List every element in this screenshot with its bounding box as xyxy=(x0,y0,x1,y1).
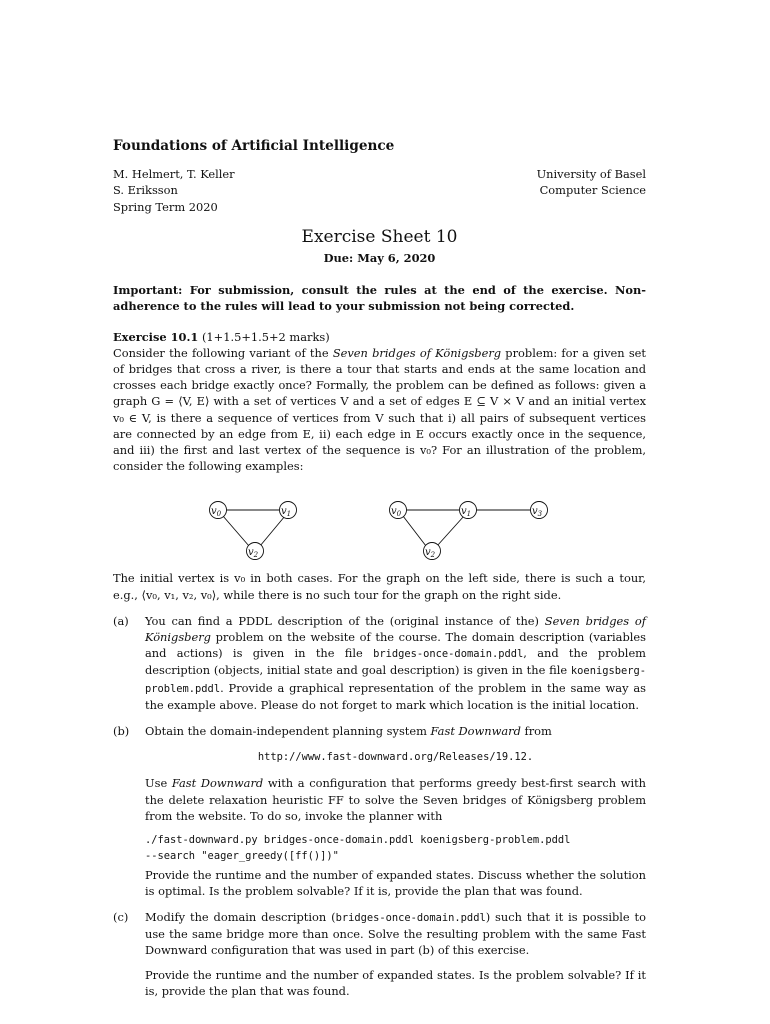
edge-v1-v2 xyxy=(260,516,285,546)
exercise-number: Exercise 10.1 xyxy=(113,329,199,344)
part-b xyxy=(113,723,646,899)
filename: koenigsberg-problem.pddl xyxy=(145,665,646,695)
author-line: S. Eriksson xyxy=(113,183,178,198)
node-label: $v_0$ xyxy=(390,506,402,519)
part-a xyxy=(113,613,646,713)
node-label: $v_2$ xyxy=(424,547,436,560)
part-c-text: Modify the domain description (bridges-once-domain.pddl) such that it is possible to use the same bridge more than once. Solve the resulting problem with the same Fast Downward configuration that was used in part (b) of this exercise. xyxy=(145,909,646,958)
important-notice: Important: For submission, consult the rules at the end of the exercise. Non-adherence to the rules will lead to your submission not being corrected. xyxy=(113,283,646,314)
command-block xyxy=(145,832,646,864)
due-date: Due: May 6, 2020 xyxy=(323,251,436,266)
graph-figure xyxy=(113,478,646,564)
edge-v0-v2 xyxy=(223,516,249,546)
node-label: $v_2$ xyxy=(247,547,259,560)
part-label: (c) xyxy=(113,909,129,924)
institution-block xyxy=(537,166,646,215)
institution-line: University of Basel xyxy=(536,167,646,182)
node-label: $v_3$ xyxy=(531,506,543,519)
part-c-question: Provide the runtime and the number of expanded states. Is the problem solvable? If it is, provide the plan that was found. xyxy=(145,967,646,998)
filename: bridges-once-domain.pddl xyxy=(335,911,486,924)
exercise-sheet xyxy=(113,138,646,999)
part-b-question: Provide the runtime and the number of expanded states. Discuss whether the solution is optimal. Is the problem solvable? If it is, provide the plan that was found. xyxy=(145,867,646,898)
exercise-heading xyxy=(113,329,646,345)
edge-v1-v2 xyxy=(437,516,464,546)
graph-examples xyxy=(113,478,646,564)
part-c xyxy=(113,909,646,999)
author-line: M. Helmert, T. Keller xyxy=(113,167,235,182)
after-figure-text: The initial vertex is v₀ in both cases. For the graph on the left side, there is such a tour, e.g., ⟨v₀, v₁, v₂, v₀⟩, while there is no such tour for the graph on the right side. xyxy=(113,571,646,602)
part-label: (b) xyxy=(113,724,130,739)
node-label: $v_1$ xyxy=(280,506,292,519)
part-b-text: Use Fast Downward with a configuration that performs greedy best-first search with the delete relaxation heuristic FF to solve the Seven bridges of Königsberg problem from the website. To do so, invoke the planner with xyxy=(145,776,646,823)
part-label: (a) xyxy=(113,613,129,628)
institution-line: Computer Science xyxy=(539,183,646,198)
exercise-marks: (1+1.5+1.5+2 marks) xyxy=(201,329,330,344)
node-label: $v_1$ xyxy=(460,506,472,519)
exercise-intro: Consider the following variant of the Seven bridges of Königsberg problem: for a given set of bridges that cross a river, is there a tour that starts and ends at the same location and crosses each bridge exactly once? Formally, the problem can be defined as follows: given a graph G = ⟨V, E⟩ with a set of vertices V and a set of edges E ⊆ V × V and an initial vertex v₀ ∈ V, is there a sequence of vertices from V such that i) all pairs of subsequent vertices are connected by an edge from E, ii) each edge in E occurs exactly once in the sequence, and iii) the first and last vertex of the sequence is v₀? For an illustration of the problem, consider the following examples: xyxy=(113,345,646,474)
term-line: Spring Term 2020 xyxy=(113,199,218,214)
command-line: ./fast-downward.py bridges-once-domain.pddl koenigsberg-problem.pddl xyxy=(145,834,571,847)
filename: bridges-once-domain.pddl xyxy=(373,648,524,661)
command-line: --search "eager_greedy([ff()])" xyxy=(145,850,339,863)
part-a-text: You can find a PDDL description of the (original instance of the) Seven bridges of Königsberg problem on the website of the course. The domain description (variables and actions) is given in the file bridges-once-domain.pddl, and the problem description (objects, initial state and goal description) is given in the file koenigsberg-problem.pddl. Provide a graphical representation of the problem in the same way as the example above. Please do not forget to mark which location is the initial location. xyxy=(145,613,646,712)
header-block xyxy=(113,166,646,215)
course-title: Foundations of Artificial Intelligence xyxy=(113,138,395,154)
edge-v0-v2 xyxy=(403,516,426,546)
part-b-intro: Obtain the domain-independent planning system Fast Downward from xyxy=(145,724,552,739)
sheet-title: Exercise Sheet 10 xyxy=(301,226,458,247)
node-label: $v_0$ xyxy=(210,506,222,519)
download-url[interactable]: http://www.fast-downward.org/Releases/19.12. xyxy=(257,751,534,764)
authors-block xyxy=(113,166,235,215)
